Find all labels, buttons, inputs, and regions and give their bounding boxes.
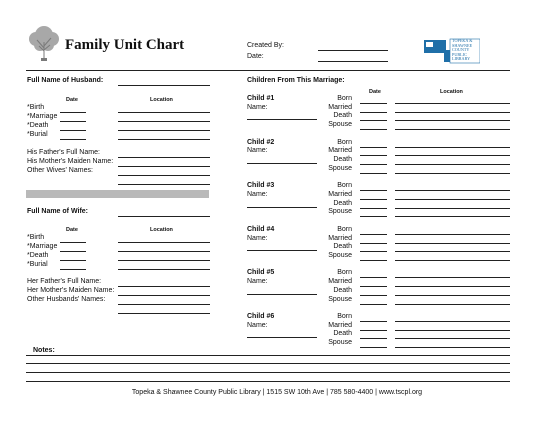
children-col-date: Date: [369, 89, 381, 95]
notes-line-2[interactable]: [26, 363, 510, 364]
child-3-born-date[interactable]: [360, 190, 387, 191]
child-2-married-location[interactable]: [395, 155, 510, 156]
child-4-death-location[interactable]: [395, 251, 510, 252]
child-3-spouse-label: Spouse: [328, 208, 352, 216]
child-2-married-date[interactable]: [360, 155, 387, 156]
child-5-married-label: Married: [328, 278, 352, 286]
child-5-married-location[interactable]: [395, 286, 510, 287]
child-6-spouse-location[interactable]: [395, 347, 510, 348]
child-6-married-label: Married: [328, 321, 352, 329]
child-1-spouse-date[interactable]: [360, 129, 387, 130]
child-3-spouse-location[interactable]: [395, 216, 510, 217]
child-5-married-date[interactable]: [360, 286, 387, 287]
wife-birth-label: *Birth: [27, 234, 45, 241]
child-6-name-label: Name:: [247, 321, 268, 329]
child-3-label: Child #3: [247, 182, 275, 190]
husband-heading: Full Name of Husband:: [27, 77, 104, 84]
wife-other-husbands-label: Other Husbands' Names:: [27, 296, 106, 303]
child-1-married-label: Married: [328, 103, 352, 111]
child-4-label: Child #4: [247, 225, 275, 233]
husband-mother-label: His Mother's Maiden Name:: [27, 158, 114, 165]
page-title: Family Unit Chart: [65, 37, 185, 53]
child-4-married-label: Married: [328, 234, 352, 242]
date-label: Date:: [247, 53, 264, 60]
husband-birth-label: *Birth: [27, 104, 45, 111]
child-6-born-location[interactable]: [395, 321, 510, 322]
child-4-death-label: Death: [333, 243, 352, 251]
child-2-death-location[interactable]: [395, 164, 510, 165]
wife-col-location: Location: [150, 227, 173, 233]
wife-other-husbands-field-2[interactable]: [118, 313, 210, 314]
child-1-spouse-location[interactable]: [395, 129, 510, 130]
husband-other-wives-field-2[interactable]: [118, 184, 210, 185]
wife-death-date[interactable]: [60, 260, 86, 261]
footer-address: Topeka & Shawnee County Public Library | 1515 SW 10th Ave | 785 580-4400 | www.tscpl.org: [131, 389, 423, 396]
child-3-death-location[interactable]: [395, 208, 510, 209]
wife-mother-field[interactable]: [118, 295, 210, 296]
created-by-label: Created By:: [247, 42, 284, 49]
child-6-death-location[interactable]: [395, 338, 510, 339]
child-1-born-label: Born: [337, 95, 352, 102]
child-6-death-date[interactable]: [360, 338, 387, 339]
child-4-spouse-location[interactable]: [395, 260, 510, 261]
child-3-married-date[interactable]: [360, 199, 387, 200]
child-3-born-location[interactable]: [395, 190, 510, 191]
wife-burial-date[interactable]: [60, 269, 86, 270]
wife-marriage-date[interactable]: [60, 251, 86, 252]
child-5-death-label: Death: [333, 286, 352, 294]
wife-burial-location[interactable]: [118, 269, 210, 270]
section-divider-bar: [26, 190, 209, 198]
husband-burial-label: *Burial: [27, 131, 48, 138]
wife-birth-date[interactable]: [60, 242, 86, 243]
child-1-label: Child #1: [247, 95, 275, 102]
husband-name-field[interactable]: [118, 85, 210, 86]
child-6-death-label: Death: [333, 330, 352, 338]
notes-line-1[interactable]: [26, 355, 510, 356]
library-logo-text: TOPEKA & SHAWNEE COUNTY PUBLIC LIBRARY: [452, 38, 473, 62]
wife-birth-location[interactable]: [118, 242, 210, 243]
husband-father-label: His Father's Full Name:: [27, 149, 100, 156]
wife-father-field[interactable]: [118, 286, 210, 287]
child-3-spouse-date[interactable]: [360, 216, 387, 217]
child-4-born-location[interactable]: [395, 234, 510, 235]
child-5-spouse-date[interactable]: [360, 304, 387, 305]
wife-death-location[interactable]: [118, 260, 210, 261]
husband-burial-date[interactable]: [60, 139, 86, 140]
child-1-married-date[interactable]: [360, 112, 387, 113]
wife-marriage-location[interactable]: [118, 251, 210, 252]
created-by-field[interactable]: [318, 50, 388, 51]
husband-col-date: Date: [66, 97, 78, 103]
child-2-married-label: Married: [328, 147, 352, 155]
child-5-born-label: Born: [337, 269, 352, 277]
husband-death-label: *Death: [27, 122, 49, 129]
child-6-label: Child #6: [247, 313, 275, 320]
wife-marriage-label: *Marriage: [27, 243, 58, 250]
notes-line-4[interactable]: [26, 381, 510, 382]
child-1-death-date[interactable]: [360, 120, 387, 121]
wife-name-field[interactable]: [118, 216, 210, 217]
child-1-death-location[interactable]: [395, 120, 510, 121]
child-3-married-label: Married: [328, 190, 352, 198]
children-heading: Children From This Marriage:: [247, 77, 345, 84]
child-2-born-label: Born: [337, 138, 352, 146]
child-5-name-label: Name:: [247, 278, 268, 286]
child-3-death-label: Death: [333, 199, 352, 207]
child-1-born-location[interactable]: [395, 103, 510, 104]
child-2-death-label: Death: [333, 156, 352, 163]
child-1-married-location[interactable]: [395, 112, 510, 113]
child-5-label: Child #5: [247, 269, 275, 277]
child-4-name-label: Name:: [247, 234, 268, 242]
husband-mother-field[interactable]: [118, 166, 210, 167]
husband-birth-location[interactable]: [118, 112, 210, 113]
husband-marriage-location[interactable]: [118, 121, 210, 122]
child-3-death-date[interactable]: [360, 208, 387, 209]
date-field[interactable]: [318, 61, 388, 62]
husband-other-wives-label: Other Wives' Names:: [27, 167, 93, 174]
child-4-spouse-label: Spouse: [328, 251, 352, 259]
wife-father-label: Her Father's Full Name:: [27, 278, 102, 285]
child-4-married-location[interactable]: [395, 243, 510, 244]
husband-death-date[interactable]: [60, 130, 86, 131]
child-2-spouse-date[interactable]: [360, 173, 387, 174]
child-3-married-location[interactable]: [395, 199, 510, 200]
husband-death-location[interactable]: [118, 130, 210, 131]
child-2-born-location[interactable]: [395, 147, 510, 148]
child-2-death-date[interactable]: [360, 164, 387, 165]
husband-birth-date[interactable]: [60, 112, 86, 113]
child-2-label: Child #2: [247, 138, 275, 146]
notes-label: Notes:: [33, 347, 55, 354]
child-5-born-location[interactable]: [395, 277, 510, 278]
child-5-spouse-location[interactable]: [395, 304, 510, 305]
child-6-born-label: Born: [337, 313, 352, 320]
husband-col-location: Location: [150, 97, 173, 103]
husband-burial-location[interactable]: [118, 139, 210, 140]
wife-col-date: Date: [66, 227, 78, 233]
child-5-death-location[interactable]: [395, 295, 510, 296]
wife-other-husbands-field-1[interactable]: [118, 304, 210, 305]
child-1-born-date[interactable]: [360, 103, 387, 104]
child-5-death-date[interactable]: [360, 295, 387, 296]
child-1-death-label: Death: [333, 112, 352, 120]
child-6-married-date[interactable]: [360, 330, 387, 331]
child-1-spouse-label: Spouse: [328, 121, 352, 129]
child-6-married-location[interactable]: [395, 330, 510, 331]
child-4-born-label: Born: [337, 225, 352, 233]
child-4-death-date[interactable]: [360, 251, 387, 252]
husband-other-wives-field-1[interactable]: [118, 175, 210, 176]
child-4-born-date[interactable]: [360, 234, 387, 235]
library-logo: [424, 38, 480, 64]
child-6-spouse-label: Spouse: [328, 339, 352, 347]
husband-father-field[interactable]: [118, 157, 210, 158]
child-4-married-date[interactable]: [360, 243, 387, 244]
husband-marriage-date[interactable]: [60, 121, 86, 122]
wife-burial-label: *Burial: [27, 261, 48, 268]
wife-heading: Full Name of Wife:: [27, 208, 88, 215]
header-divider: [26, 70, 510, 71]
tree-logo-icon: [26, 24, 62, 62]
children-col-location: Location: [440, 89, 463, 95]
child-5-spouse-label: Spouse: [328, 295, 352, 303]
child-4-spouse-date[interactable]: [360, 260, 387, 261]
child-2-spouse-location[interactable]: [395, 173, 510, 174]
child-1-name-label: Name:: [247, 103, 268, 111]
child-2-born-date[interactable]: [360, 147, 387, 148]
child-5-born-date[interactable]: [360, 277, 387, 278]
child-3-name-label: Name:: [247, 190, 268, 198]
child-6-spouse-date[interactable]: [360, 347, 387, 348]
child-3-born-label: Born: [337, 182, 352, 190]
husband-marriage-label: *Marriage: [27, 113, 58, 120]
child-2-spouse-label: Spouse: [328, 164, 352, 172]
notes-line-3[interactable]: [26, 372, 510, 373]
child-2-name-label: Name:: [247, 147, 268, 155]
wife-death-label: *Death: [27, 252, 49, 259]
wife-mother-label: Her Mother's Maiden Name:: [27, 287, 115, 294]
child-6-born-date[interactable]: [360, 321, 387, 322]
